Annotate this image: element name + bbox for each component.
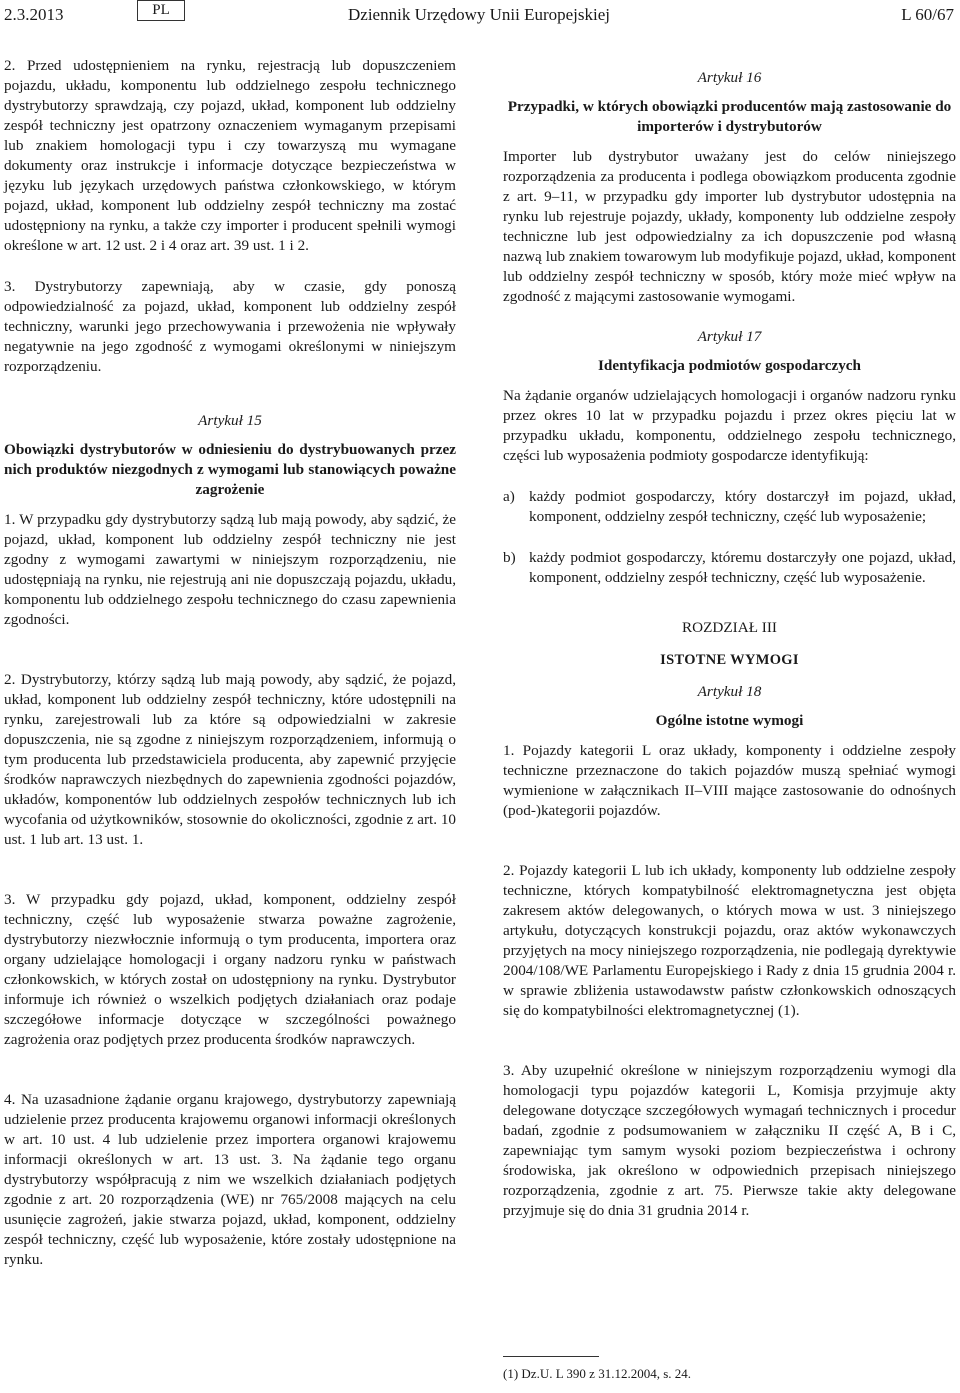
article-16-title: Przypadki, w których obowiązki producentów mają zastosowanie do importerów i dystrybutorów [507,98,952,135]
article-17-number: Artykuł 17 [697,328,762,345]
art16-text: Importer lub dystrybutor uważany jest do celów niniejszego rozporządzenia za producenta i podlega obowiązkom producenta zgodnie z art. 9–11, w przypadku gdy importer lub dystrybutor udostępnia na rynku lub rejestruje pojazdy, układy, komponenty lub oddzielne zespoły techniczne lub jest odpowiedzialny za ich dopuszczenie pod własną nazwą lub znakiem towarowym lub modyfikuje pojazd, układ, komponent lub oddzielny zespół techniczny w sposób, który może mieć wpływ na zgodność z mającymi zastosowanie wymogami. [503,148,956,305]
art18-para-3: 3. Aby uzupełnić określone w niniejszym rozporządzeniu wymogi dla homologacji typu pojazdów kategorii L, Komisja przyjmuje akty delegowane dotyczące szczegółowych wymagań technicznych i procedur badań, zgodnie z podsumowaniem w załączniku II część A, B i C, zapewniając tym samym wysoki poziom bezpieczeństwa i ochrony środowiska, jak określono w odpowiednich przepisach niniejszego rozporządzenia, zgodnie z art. 75. Pierwsze takie akty delegowane przyjmuje się do dnia 31 grudnia 2014 r. [503,1062,956,1219]
chapter-number: ROZDZIAŁ III [682,619,777,636]
art17-item-a [503,487,956,527]
art18-para-1: 1. Pojazdy kategorii L oraz układy, komponenty i oddzielne zespoły techniczne przeznaczone do takich pojazdów muszą spełniać wymogi wymienione w załącznikach II–VIII mające zastosowanie do odnośnych (pod-)kategorii pojazdów. [503,742,956,819]
right-column [503,56,956,1242]
art17-item-b [503,548,956,588]
art18-para-2 [503,861,956,1021]
list-item-text: każdy podmiot gospodarczy, któremu dostarczyły one pojazd, układ, komponent, oddzielny zespół techniczny, część lub wyposażenie. [529,549,956,586]
article-16-number: Artykuł 16 [697,69,762,86]
art15-para-1: 1. W przypadku gdy dystrybutorzy sądzą lub mają powody, aby sądzić, że pojazd, układ, komponent lub oddzielny zespół techniczny nie jest zgodny z wymogami zawartymi w niniejszym rozporządzeniu, nie udostępniają na rynku, nie rejestrują ani nie dopuszczają pojazdu, układu, komponentu lub oddzielnego zespołu technicznego do czasu zapewnienia zgodności. [4,511,456,628]
article-17-title: Identyfikacja podmiotów gospodarczych [598,357,861,374]
article-15-number: Artykuł 15 [198,412,262,429]
art15-para-3: 3. W przypadku gdy pojazd, układ, komponent, oddzielny zespół techniczny, część lub wyposażenie stwarza poważne zagrożenie, dystrybutorzy niezwłocznie informują o tym producenta, importera oraz organy udzielające homologacji i organy nadzoru rynku w państwach członkowskich, w których został on udostępniony na rynku. Dystrybutor informuje ich również o wszelkich podjętych działaniach oraz podaje szczegółowe informacje dotyczące w szczególności poważnego zagrożenia oraz podjętych przez producenta środków naprawczych. [4,891,456,1048]
footnote-text: Dz.U. L 390 z 31.12.2004, s. 24. [521,1366,692,1381]
article-18-title: Ogólne istotne wymogi [655,712,804,729]
page-header [0,0,960,40]
article-15-title: Obowiązki dystrybutorów w odniesieniu do dystrybuowanych przez nich produktów niezgodnych z wymogami lub stanowiących poważne zagrożenie [4,441,456,498]
page-reference: L 60/67 [901,5,954,24]
footnote-divider [503,1356,599,1357]
language-badge: PL [137,0,185,21]
footnote-reference[interactable]: (1). [777,1002,800,1019]
art17-text: Na żądanie organów udzielających homologacji i organów nadzoru rynku przez okres 10 lat w przypadku pojazdu i przez okres pięciu lat w przypadku układu, komponentu, oddzielnego zespołu technicznego, części lub wyposażenia podmioty gospodarcze identyfikują: [503,387,956,464]
left-column [4,56,456,1291]
footnote-marker: (1) [503,1366,519,1381]
list-item-text: każdy podmiot gospodarczy, który dostarczył im pojazd, układ, komponent, oddzielny zespół techniczny, część lub wyposażenie; [529,488,956,525]
list-marker: b) [503,549,516,566]
art14-para-2: 2. Przed udostępnieniem na rynku, rejestracją lub dopuszczeniem pojazdu, układu, komponentu lub oddzielnego zespołu technicznego dystrybutorzy sprawdzają, czy pojazd, układ, komponent lub oddzielny zespół techniczny jest opatrzony oznaczeniem wymaganym przepisami lub znakiem homologacji typu i czy towarzyszą mu wymagane dokumenty oraz instrukcje i informacje dotyczące bezpieczeństwa w języku lub językach urzędowych państwa członkowskiego, w którym pojazd, układ, komponent lub oddzielny zespół techniczny ma zostać udostępniony na rynku, a także czy importer i producent spełnili wymogi określone w art. 12 ust. 2 i 4 oraz art. 39 ust. 1 i 2. [4,57,456,254]
chapter-title: ISTOTNE WYMOGI [660,652,799,668]
publication-date: 2.3.2013 [4,5,64,24]
footnote [503,1366,691,1382]
art15-para-4: 4. Na uzasadnione żądanie organu krajowego, dystrybutorzy zapewniają udzielenie przez producenta krajowemu organowi informacji określonych w art. 10 ust. 4 lub udzielenie przez importera organowi krajowemu informacji określonych w art. 13 ust. 3. Na żądanie tego organu dystrybutorzy współpracują z nim we wszelkich działaniach podjętych zgodnie z art. 20 rozporządzenia (WE) nr 765/2008 mających na celu usunięcie zagrożeń, jakie stwarza pojazd, układ, komponent, oddzielny zespół techniczny, część lub wyposażenie, które zostały udostępnione na rynku. [4,1091,456,1268]
art14-para-3: 3. Dystrybutorzy zapewniają, aby w czasie, gdy ponoszą odpowiedzialność za pojazd, układ, komponent lub oddzielny zespół techniczny, warunki jego przechowywania i przewożenia nie wpływały negatywnie na jego zgodność z wymogami określonymi w niniejszym rozporządzeniu. [4,278,456,375]
journal-title: Dziennik Urzędowy Unii Europejskiej [348,5,611,24]
article-18-number: Artykuł 18 [697,683,762,700]
art18-para-2-text: 2. Pojazdy kategorii L lub ich układy, komponenty lub oddzielne zespoły techniczne, których kompatybilność elektromagnetyczna jest objęta zakresem aktów delegowanych, o których mowa w ust. 3 niniejszego artykułu, dotyczących konstrukcji pojazdu, oraz aktów wykonawczych przyjętych na mocy niniejszego rozporządzenia, nie podlegają dyrektywie 2004/108/WE Parlamentu Europejskiego i Rady z dnia 15 grudnia 2004 r. w sprawie zbliżenia ustawodawstw państw członkowskich odnoszących się do kompatybilności elektromagnetycznej [503,862,956,1019]
list-marker: a) [503,488,515,505]
art15-para-2: 2. Dystrybutorzy, którzy sądzą lub mają powody, aby sądzić, że pojazd, układ, komponent lub oddzielny zespół techniczny, które udostępnili na rynku, zarejestrowali lub za które są odpowiedzialni w zakresie dopuszczenia, nie są zgodne z niniejszym rozporządzeniem, informują o tym producenta lub przedstawiciela producenta, aby zapewnić przyjęcie środków naprawczych niezbędnych do zapewnienia zgodności pojazdów, układów, komponentów lub oddzielnych zespołów technicznych lub ich wycofania od użytkowników, stosownie do okoliczności, zgodnie z art. 10 ust. 1 lub art. 13 ust. 1. [4,671,457,848]
